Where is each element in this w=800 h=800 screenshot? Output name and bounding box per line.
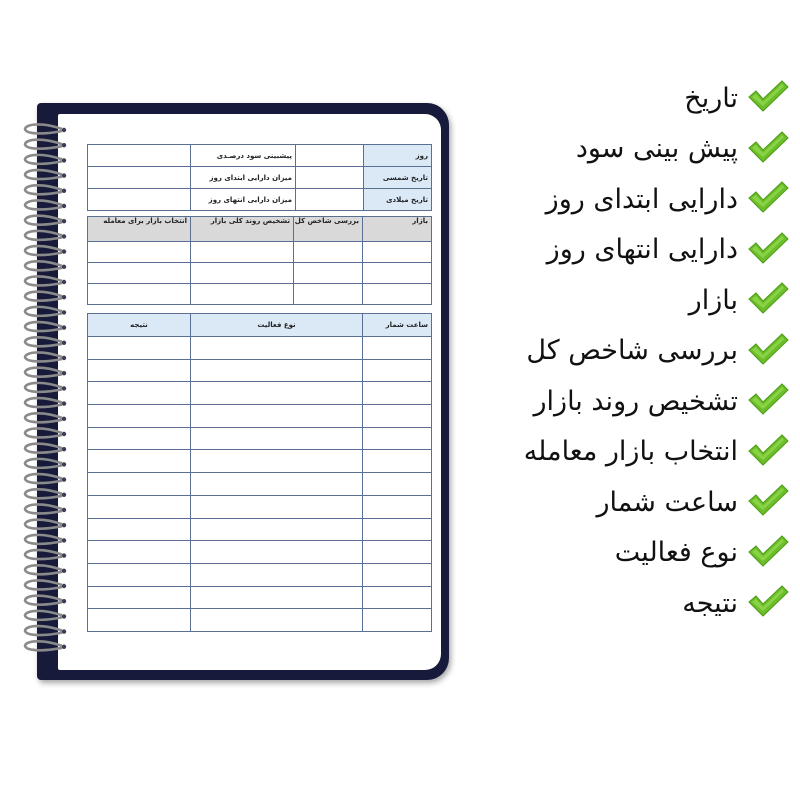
spiral-ring bbox=[25, 383, 62, 392]
spiral-ring bbox=[25, 611, 62, 620]
spiral-ring bbox=[25, 368, 62, 377]
feature-label: ساعت شمار bbox=[596, 486, 738, 518]
spiral-hole bbox=[62, 280, 66, 284]
input-cell[interactable] bbox=[191, 405, 363, 428]
input-cell[interactable] bbox=[294, 284, 363, 305]
table-row bbox=[88, 167, 432, 189]
spiral-ring bbox=[25, 474, 62, 483]
input-cell[interactable] bbox=[191, 541, 363, 564]
input-cell[interactable] bbox=[363, 450, 432, 473]
feature-label: دارایی انتهای روز bbox=[546, 234, 738, 265]
input-cell[interactable] bbox=[294, 242, 363, 263]
table-row bbox=[88, 609, 432, 632]
table-row bbox=[88, 242, 432, 263]
spiral-hole bbox=[62, 447, 66, 451]
spiral-hole bbox=[62, 295, 66, 299]
spiral-ring bbox=[25, 535, 62, 544]
spiral-hole bbox=[62, 371, 66, 375]
spiral-hole bbox=[62, 341, 66, 345]
input-cell[interactable] bbox=[191, 473, 363, 496]
spiral-hole bbox=[62, 386, 66, 390]
feature-item bbox=[470, 129, 790, 169]
spiral-hole bbox=[62, 629, 66, 633]
input-cell[interactable] bbox=[191, 359, 363, 382]
spiral-ring bbox=[25, 231, 62, 240]
input-cell[interactable] bbox=[363, 563, 432, 586]
spiral-ring bbox=[25, 246, 62, 255]
input-cell[interactable] bbox=[191, 450, 363, 473]
input-cell[interactable] bbox=[88, 586, 191, 609]
feature-item bbox=[470, 583, 790, 623]
spiral-ring bbox=[25, 459, 62, 468]
header-result: نتیجه bbox=[88, 314, 191, 337]
input-cell[interactable] bbox=[296, 145, 364, 167]
table-row bbox=[88, 427, 432, 450]
input-cell[interactable] bbox=[88, 382, 191, 405]
input-cell[interactable] bbox=[88, 495, 191, 518]
spiral-ring bbox=[25, 413, 62, 422]
check-icon bbox=[738, 381, 790, 421]
spiral-hole bbox=[62, 584, 66, 588]
table-row bbox=[88, 284, 432, 305]
input-cell[interactable] bbox=[296, 167, 364, 189]
header-market-select: انتخاب بازار برای معامله bbox=[88, 217, 191, 242]
spiral-hole bbox=[62, 128, 66, 132]
input-cell[interactable] bbox=[363, 541, 432, 564]
input-cell[interactable] bbox=[191, 495, 363, 518]
table-row bbox=[88, 145, 432, 167]
feature-label: بررسی شاخص کل bbox=[526, 335, 738, 366]
spiral-hole bbox=[62, 401, 66, 405]
input-cell[interactable] bbox=[191, 337, 363, 360]
header-market: بازار bbox=[363, 217, 432, 242]
spiral-hole bbox=[62, 645, 66, 649]
header-clock: ساعت شمار bbox=[363, 314, 432, 337]
spiral-hole bbox=[62, 432, 66, 436]
spiral-ring bbox=[25, 170, 62, 179]
spiral-hole bbox=[62, 417, 66, 421]
spiral-hole bbox=[62, 189, 66, 193]
table-row bbox=[88, 450, 432, 473]
input-cell[interactable] bbox=[88, 541, 191, 564]
input-cell[interactable] bbox=[296, 189, 364, 211]
spiral-binding bbox=[22, 120, 70, 660]
spiral-hole bbox=[62, 508, 66, 512]
spiral-ring bbox=[25, 124, 62, 133]
input-cell[interactable] bbox=[363, 495, 432, 518]
table-row bbox=[88, 518, 432, 541]
spiral-ring bbox=[25, 200, 62, 209]
check-icon bbox=[738, 533, 790, 573]
check-icon bbox=[738, 280, 790, 320]
input-cell[interactable] bbox=[191, 242, 294, 263]
spiral-hole bbox=[62, 356, 66, 360]
input-cell[interactable] bbox=[88, 242, 191, 263]
input-cell[interactable] bbox=[88, 167, 191, 189]
input-cell[interactable] bbox=[363, 609, 432, 632]
feature-item bbox=[470, 381, 790, 421]
activity-table bbox=[87, 313, 432, 632]
spiral-ring bbox=[25, 626, 62, 635]
label-start-assets: میزان دارایی ابتدای روز bbox=[191, 167, 296, 189]
spiral-ring bbox=[25, 428, 62, 437]
check-icon bbox=[738, 583, 790, 623]
table-row bbox=[88, 337, 432, 360]
spiral-ring bbox=[25, 352, 62, 361]
feature-item bbox=[470, 432, 790, 472]
spiral-ring bbox=[25, 641, 62, 650]
table-row bbox=[88, 359, 432, 382]
spiral-hole bbox=[62, 219, 66, 223]
spiral-ring bbox=[25, 155, 62, 164]
spiral-hole bbox=[62, 143, 66, 147]
spiral-hole bbox=[62, 204, 66, 208]
spiral-hole bbox=[62, 249, 66, 253]
spiral-hole bbox=[62, 523, 66, 527]
spiral-ring bbox=[25, 322, 62, 331]
spiral-ring bbox=[25, 216, 62, 225]
table-row bbox=[88, 586, 432, 609]
spiral-hole bbox=[62, 173, 66, 177]
feature-item bbox=[470, 280, 790, 320]
label-day: روز bbox=[364, 145, 432, 167]
header-index-review: بررسی شاخص کل bbox=[294, 217, 363, 242]
feature-label: نوع فعالیت bbox=[614, 537, 738, 568]
table-row bbox=[88, 541, 432, 564]
input-cell[interactable] bbox=[191, 284, 294, 305]
table-row bbox=[88, 563, 432, 586]
table-header-row bbox=[88, 314, 432, 337]
spiral-ring bbox=[25, 276, 62, 285]
spiral-ring bbox=[25, 337, 62, 346]
header-table bbox=[87, 144, 432, 211]
spiral-ring bbox=[25, 307, 62, 316]
feature-item bbox=[470, 78, 790, 118]
input-cell[interactable] bbox=[88, 427, 191, 450]
input-cell[interactable] bbox=[88, 263, 191, 284]
input-cell[interactable] bbox=[191, 382, 363, 405]
spiral-ring bbox=[25, 489, 62, 498]
check-icon bbox=[738, 129, 790, 169]
spiral-ring bbox=[25, 580, 62, 589]
check-icon bbox=[738, 482, 790, 522]
label-end-assets: میزان دارایی انتهای روز bbox=[191, 189, 296, 211]
table-header-row bbox=[88, 217, 432, 242]
input-cell[interactable] bbox=[363, 242, 432, 263]
table-row bbox=[88, 263, 432, 284]
spiral-ring bbox=[25, 398, 62, 407]
feature-item bbox=[470, 533, 790, 573]
label-profit-forecast: پیشبینی سود درصـدی bbox=[191, 145, 296, 167]
header-trend: تشخیص روند کلی بازار bbox=[191, 217, 294, 242]
spiral-ring bbox=[25, 550, 62, 559]
input-cell[interactable] bbox=[363, 405, 432, 428]
input-cell[interactable] bbox=[88, 473, 191, 496]
feature-item bbox=[470, 482, 790, 522]
input-cell[interactable] bbox=[363, 284, 432, 305]
input-cell[interactable] bbox=[88, 450, 191, 473]
input-cell[interactable] bbox=[363, 473, 432, 496]
check-icon bbox=[738, 331, 790, 371]
check-icon bbox=[738, 230, 790, 270]
check-icon bbox=[738, 179, 790, 219]
feature-label: بازار bbox=[688, 284, 738, 316]
feature-item bbox=[470, 179, 790, 219]
input-cell[interactable] bbox=[191, 263, 294, 284]
feature-label: پیش بینی سود bbox=[575, 133, 738, 164]
table-row bbox=[88, 495, 432, 518]
input-cell[interactable] bbox=[88, 145, 191, 167]
input-cell[interactable] bbox=[363, 263, 432, 284]
input-cell[interactable] bbox=[363, 337, 432, 360]
spiral-ring bbox=[25, 261, 62, 270]
spiral-ring bbox=[25, 504, 62, 513]
spiral-hole bbox=[62, 310, 66, 314]
spiral-ring bbox=[25, 565, 62, 574]
feature-label: نتیجه bbox=[682, 587, 738, 619]
table-row bbox=[88, 405, 432, 428]
spiral-hole bbox=[62, 614, 66, 618]
spiral-hole bbox=[62, 234, 66, 238]
input-cell[interactable] bbox=[191, 586, 363, 609]
feature-item bbox=[470, 230, 790, 270]
spiral-hole bbox=[62, 477, 66, 481]
spiral-hole bbox=[62, 569, 66, 573]
input-cell[interactable] bbox=[363, 518, 432, 541]
check-icon bbox=[738, 432, 790, 472]
spiral-hole bbox=[62, 325, 66, 329]
input-cell[interactable] bbox=[191, 563, 363, 586]
feature-label: تاریخ bbox=[684, 82, 738, 114]
input-cell[interactable] bbox=[88, 518, 191, 541]
spiral-ring bbox=[25, 596, 62, 605]
table-row bbox=[88, 189, 432, 211]
feature-item bbox=[470, 331, 790, 371]
input-cell[interactable] bbox=[294, 263, 363, 284]
label-gregorian-date: تاریخ میلادی bbox=[364, 189, 432, 211]
spiral-hole bbox=[62, 158, 66, 162]
spiral-hole bbox=[62, 538, 66, 542]
input-cell[interactable] bbox=[88, 405, 191, 428]
spiral-hole bbox=[62, 599, 66, 603]
input-cell[interactable] bbox=[88, 189, 191, 211]
spiral-hole bbox=[62, 462, 66, 466]
market-table bbox=[87, 216, 432, 305]
label-solar-date: تاریخ شمسی bbox=[364, 167, 432, 189]
table-row bbox=[88, 382, 432, 405]
feature-label: دارایی ابتدای روز bbox=[545, 183, 738, 215]
spiral-ring bbox=[25, 444, 62, 453]
input-cell[interactable] bbox=[88, 284, 191, 305]
spiral-hole bbox=[62, 265, 66, 269]
input-cell[interactable] bbox=[363, 427, 432, 450]
input-cell[interactable] bbox=[191, 427, 363, 450]
input-cell[interactable] bbox=[363, 359, 432, 382]
spiral-hole bbox=[62, 493, 66, 497]
input-cell[interactable] bbox=[191, 609, 363, 632]
check-icon bbox=[738, 78, 790, 118]
input-cell[interactable] bbox=[88, 337, 191, 360]
spiral-ring bbox=[25, 292, 62, 301]
input-cell[interactable] bbox=[363, 586, 432, 609]
input-cell[interactable] bbox=[88, 609, 191, 632]
input-cell[interactable] bbox=[191, 518, 363, 541]
table-row bbox=[88, 473, 432, 496]
spiral-ring bbox=[25, 185, 62, 194]
spiral-ring bbox=[25, 140, 62, 149]
spiral-hole bbox=[62, 553, 66, 557]
input-cell[interactable] bbox=[363, 382, 432, 405]
spiral-ring bbox=[25, 520, 62, 529]
header-activity-type: نوع فعالیت bbox=[191, 314, 363, 337]
input-cell[interactable] bbox=[88, 359, 191, 382]
feature-label: انتخاب بازار معامله bbox=[523, 436, 738, 467]
input-cell[interactable] bbox=[88, 563, 191, 586]
feature-label: تشخیص روند بازار bbox=[533, 385, 738, 417]
